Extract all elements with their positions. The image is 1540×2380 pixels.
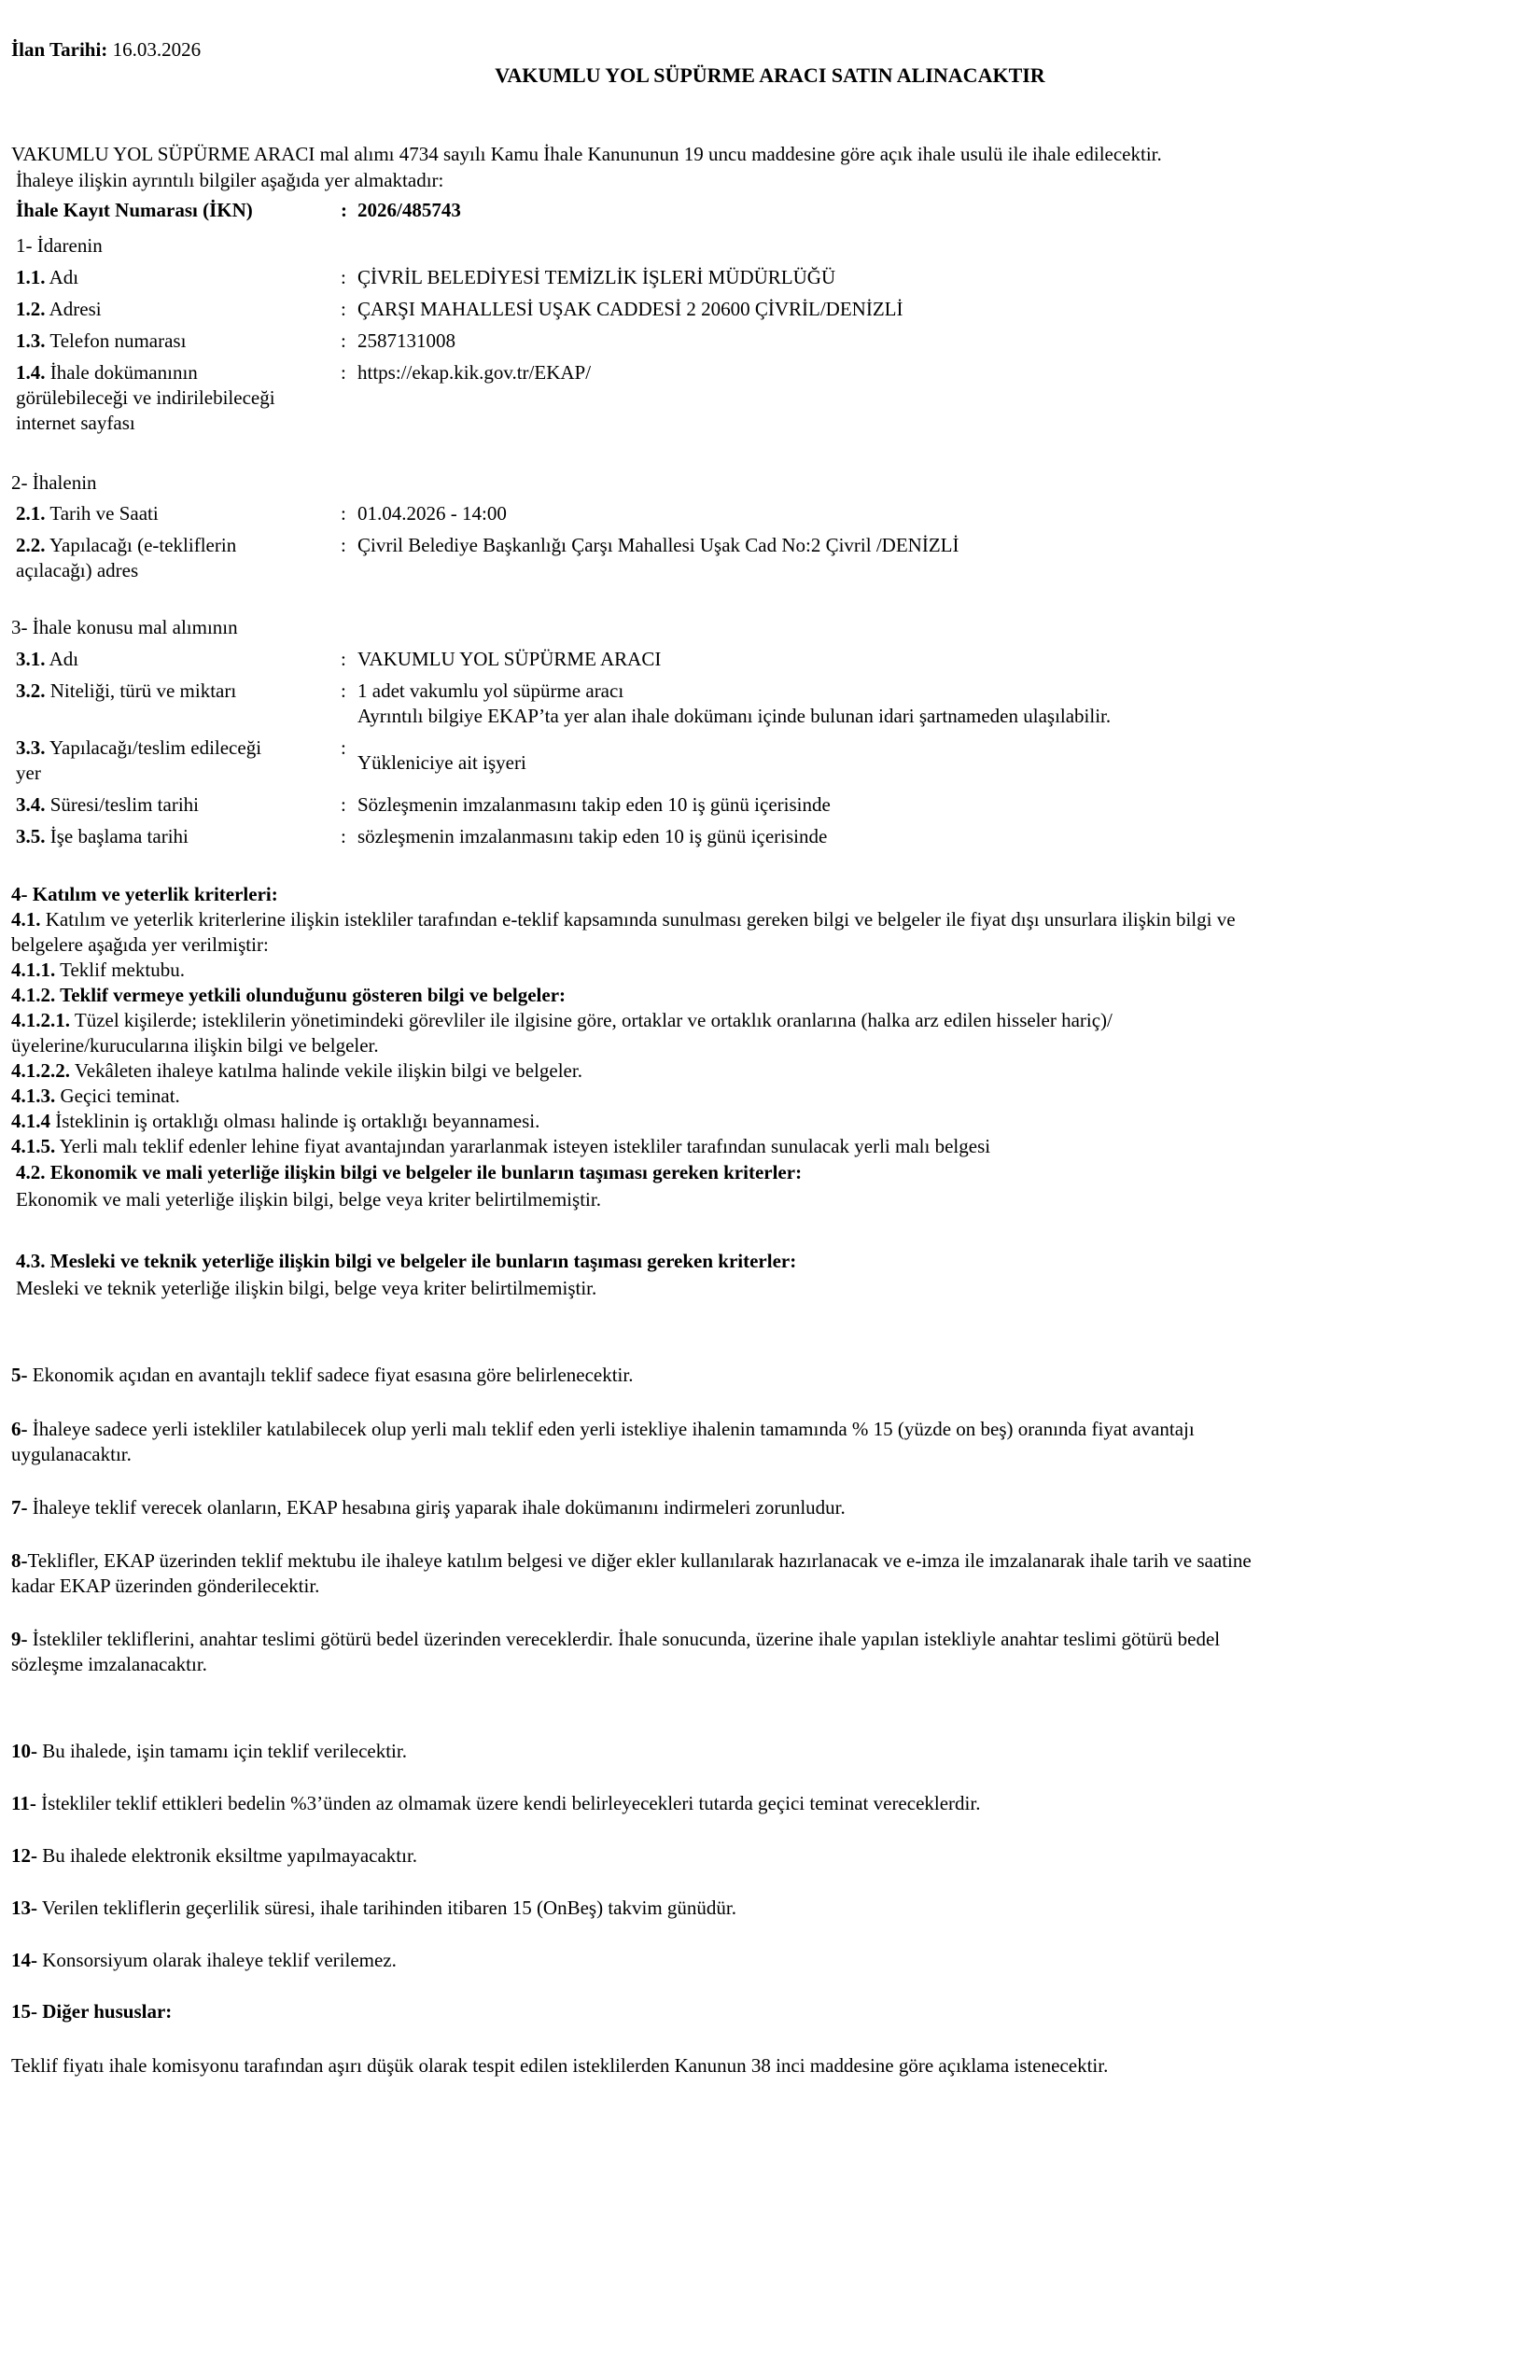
section-3-heading: 3- İhale konusu mal alımının — [11, 616, 238, 638]
row-3-2-value: 1 adet vakumlu yol süpürme aracı — [357, 679, 624, 702]
item-12: 12- Bu ihalede elektronik eksiltme yapılmayacaktır. — [11, 1844, 418, 1867]
section-4-heading: 4- Katılım ve yeterlik kriterleri: — [11, 883, 278, 905]
ikn-value: 2026/485743 — [357, 199, 461, 221]
row-3-3-value: Yükleniciye ait işyeri — [357, 751, 526, 774]
row-colon: : — [341, 736, 346, 759]
row-3-2-value-line-2: Ayrıntılı bilgiye EKAP’ta yer alan ihale dokümanı içinde bulunan idari şartnameden ulaşılabilir. — [357, 705, 1112, 727]
item-8: 8-Teklifler, EKAP üzerinden teklif mektubu ile ihaleye katılım belgesi ve diğer ekler kullanılarak hazırlanacak ve e-imza ile imzalanarak ihale tarih ve saatine — [11, 1549, 1252, 1572]
row-1-3-label: 1.3. Telefon numarası — [16, 329, 187, 352]
row-3-4-label: 3.4. Süresi/teslim tarihi — [16, 793, 199, 816]
row-2-2-label: 2.2. Yapılacağı (e-tekliflerin — [16, 534, 237, 556]
para-4-1-2: 4.1.2. Teklif vermeye yetkili olunduğunu gösteren bilgi ve belgeler: — [11, 984, 567, 1006]
row-3-5-value: sözleşmenin imzalanmasını takip eden 10 iş günü içerisinde — [357, 825, 828, 847]
intro-line-1: VAKUMLU YOL SÜPÜRME ARACI mal alımı 4734 sayılı Kamu İhale Kanununun 19 uncu maddesine göre açık ihale usulü ile ihale edilecektir. — [11, 143, 1162, 165]
row-3-4-value: Sözleşmenin imzalanmasını takip eden 10 iş günü içerisinde — [357, 793, 831, 816]
row-3-2-label: 3.2. Niteliği, türü ve miktarı — [16, 679, 237, 702]
row-colon: : — [341, 266, 346, 288]
ikn-label: İhale Kayıt Numarası (İKN) — [16, 199, 253, 221]
row-3-3-label-line-2: yer — [16, 762, 41, 784]
row-2-2-label-line-2: açılacağı) adres — [16, 559, 139, 581]
announcement-date — [11, 37, 201, 63]
row-1-4-label-line-3: internet sayfası — [16, 412, 135, 434]
item-7: 7- İhaleye teklif verecek olanların, EKAP hesabına giriş yaparak ihale dokümanını indirmeleri zorunludur. — [11, 1496, 846, 1519]
row-1-1-label: 1.1. Adı — [16, 266, 79, 288]
row-3-1-value: VAKUMLU YOL SÜPÜRME ARACI — [357, 648, 662, 670]
row-colon: : — [341, 648, 346, 670]
row-colon: : — [341, 793, 346, 816]
row-1-3-value: 2587131008 — [357, 329, 455, 352]
item-8-line-2: kadar EKAP üzerinden gönderilecektir. — [11, 1575, 320, 1597]
para-4-2-text: Ekonomik ve mali yeterliğe ilişkin bilgi, belge veya kriter belirtilmemiştir. — [16, 1188, 601, 1211]
row-colon: : — [341, 298, 346, 320]
date-label: İlan Tarihi: — [11, 38, 108, 61]
row-colon: : — [341, 825, 346, 847]
item-13: 13- Verilen tekliflerin geçerlilik süresi, ihale tarihinden itibaren 15 (OnBeş) takvim günüdür. — [11, 1897, 737, 1919]
para-4-1-2-1-line-2: üyelerine/kurucularına ilişkin bilgi ve belgeler. — [11, 1034, 379, 1057]
item-9-line-2: sözleşme imzalanacaktır. — [11, 1653, 207, 1675]
para-4-1: 4.1. Katılım ve yeterlik kriterlerine ilişkin istekliler tarafından e-teklif kapsamında sunulması gereken bilgi ve belgeler ile fiyat dışı unsurlara ilişkin bilgi ve — [11, 908, 1236, 931]
row-colon: : — [341, 534, 346, 556]
row-2-1-value: 01.04.2026 - 14:00 — [357, 502, 507, 525]
row-colon: : — [341, 361, 346, 384]
row-colon: : — [341, 329, 346, 352]
row-1-4-value: https://ekap.kik.gov.tr/EKAP/ — [357, 361, 592, 384]
para-4-1-line-2: belgelere aşağıda yer verilmiştir: — [11, 933, 269, 956]
item-9: 9- İstekliler tekliflerini, anahtar teslimi götürü bedel üzerinden vereceklerdir. İhale sonucunda, üzerine ihale yapılan istekliyle anahtar teslimi götürü bedel — [11, 1628, 1221, 1650]
row-3-5-label: 3.5. İşe başlama tarihi — [16, 825, 189, 847]
para-4-1-2-2: 4.1.2.2. Vekâleten ihaleye katılma halinde vekile ilişkin bilgi ve belgeler. — [11, 1059, 582, 1082]
date-value: 16.03.2026 — [112, 38, 202, 61]
row-3-3-label: 3.3. Yapılacağı/teslim edileceği — [16, 736, 262, 759]
intro-line-2: İhaleye ilişkin ayrıntılı bilgiler aşağıda yer almaktadır: — [16, 169, 444, 191]
row-colon: : — [341, 502, 346, 525]
row-2-1-label: 2.1. Tarih ve Saati — [16, 502, 159, 525]
section-2-heading: 2- İhalenin — [11, 471, 97, 494]
row-1-1-value: ÇİVRİL BELEDİYESİ TEMİZLİK İŞLERİ MÜDÜRLÜĞÜ — [357, 266, 836, 288]
section-1-heading: 1- İdarenin — [16, 234, 103, 257]
item-6-line-2: uygulanacaktır. — [11, 1443, 132, 1465]
ikn-colon: : — [341, 199, 347, 221]
para-4-1-1: 4.1.1. Teklif mektubu. — [11, 959, 185, 981]
para-4-3-text: Mesleki ve teknik yeterliğe ilişkin bilgi, belge veya kriter belirtilmemiştir. — [16, 1277, 597, 1299]
item-14: 14- Konsorsiyum olarak ihaleye teklif verilemez. — [11, 1949, 397, 1971]
item-5: 5- Ekonomik açıdan en avantajlı teklif sadece fiyat esasına göre belirlenecektir. — [11, 1364, 634, 1386]
item-15-heading: 15- Diğer hususlar: — [11, 2000, 173, 2023]
row-2-2-value: Çivril Belediye Başkanlığı Çarşı Mahallesi Uşak Cad No:2 Çivril /DENİZLİ — [357, 534, 959, 556]
page-title: VAKUMLU YOL SÜPÜRME ARACI SATIN ALINACAKTIR — [495, 63, 1045, 87]
row-1-2-label: 1.2. Adresi — [16, 298, 102, 320]
para-4-1-5: 4.1.5. Yerli malı teklif edenler lehine fiyat avantajından yararlanmak isteyen istekliler tarafından sunulacak yerli malı belgesi — [11, 1135, 991, 1157]
item-6: 6- İhaleye sadece yerli istekliler katılabilecek olup yerli malı teklif eden yerli istekliye ihalenin tamamında % 15 (yüzde on beş) oranında fiyat avantajı — [11, 1418, 1195, 1440]
para-4-1-3: 4.1.3. Geçici teminat. — [11, 1085, 180, 1107]
final-paragraph: Teklif fiyatı ihale komisyonu tarafından aşırı düşük olarak tespit edilen isteklilerden Kanunun 38 inci maddesine göre açıklama istenecektir. — [11, 2054, 1109, 2077]
item-10: 10- Bu ihalede, işin tamamı için teklif verilecektir. — [11, 1740, 407, 1762]
row-1-4-label: 1.4. İhale dokümanının — [16, 361, 198, 384]
row-3-1-label: 3.1. Adı — [16, 648, 79, 670]
para-4-1-2-1: 4.1.2.1. Tüzel kişilerde; isteklilerin yönetimindeki görevliler ile ilgisine göre, ortaklar ve ortaklık oranlarına (halka arz edilen hisseler hariç)/ — [11, 1009, 1113, 1031]
item-11: 11- İstekliler teklif ettikleri bedelin %3’ünden az olmamak üzere kendi belirleyecekleri tutarda geçici teminat vereceklerdir. — [11, 1792, 981, 1814]
para-4-2-heading: 4.2. Ekonomik ve mali yeterliğe ilişkin bilgi ve belgeler ile bunların taşıması gereken kriterler: — [16, 1161, 803, 1183]
para-4-3-heading: 4.3. Mesleki ve teknik yeterliğe ilişkin bilgi ve belgeler ile bunların taşıması gereken kriterler: — [16, 1250, 797, 1272]
row-colon: : — [341, 679, 346, 702]
row-1-4-label-line-2: görülebileceği ve indirilebileceği — [16, 386, 275, 409]
row-1-2-value: ÇARŞI MAHALLESİ UŞAK CADDESİ 2 20600 ÇİVRİL/DENİZLİ — [357, 298, 903, 320]
para-4-1-4: 4.1.4 İsteklinin iş ortaklığı olması halinde iş ortaklığı beyannamesi. — [11, 1110, 540, 1132]
